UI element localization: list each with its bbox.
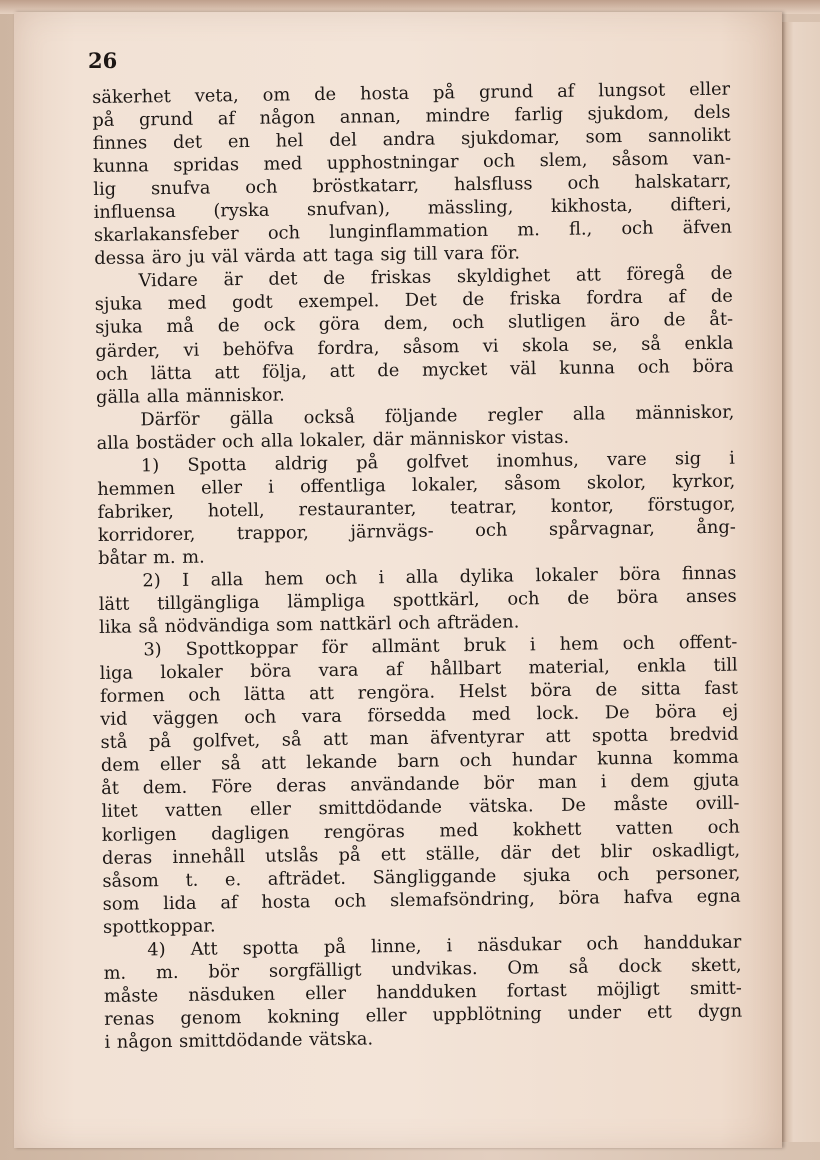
text-line: m. m. bör sorgfälligt undvikas. Om så dock skett, <box>103 954 742 984</box>
text-line: 1) Spotta aldrig på golfvet inomhus, vare sig i <box>140 447 736 477</box>
text-line: lig snufva och bröstkatarr, halsfluss och halskatarr, <box>93 170 732 201</box>
text-line: lätt tillgängliga lämpliga spottkärl, och de böra anses <box>98 585 737 615</box>
text-line: åt dem. Före deras användande bör man i dem gjuta <box>101 769 740 800</box>
text-line: båtar m. m. <box>98 546 205 569</box>
text-line: gälla alla människor. <box>95 384 285 408</box>
text-line: stå på golfvet, så att man äfventyrar att spotta bredvid <box>100 723 739 754</box>
text-line: skarlakansfeber och lunginflammation m. fl., och äfven <box>93 216 733 247</box>
text-line: sjuka med godt exempel. Det de friska fordra af de <box>94 286 733 316</box>
text-line: alla bostäder och alla lokaler, där människor vistas. <box>96 426 570 454</box>
text-line: Vidare är det de friskas skyldighet att föregå de <box>138 263 733 292</box>
text-line: lika så nödvändiga som nattkärl och afträden. <box>98 611 520 639</box>
text-line: finnes det en hel del andra sjukdomar, som sannolikt <box>92 124 731 155</box>
text-line: gärder, vi behöfva fordra, såsom vi skola se, så enkla <box>95 332 734 362</box>
text-line: korridorer, trappor, järnvägs- och spårvagnar, ång- <box>97 516 736 546</box>
text-line: i någon smittdödande vätska. <box>104 1028 374 1053</box>
text-line: måste näsduken eller handduken fortast möjligt smitt- <box>103 977 742 1007</box>
text-line: dem eller så att lekande barn och hundar kunna komma <box>100 746 739 777</box>
text-line: hemmen eller i offentliga lokaler, såsom skolor, kyrkor, <box>97 470 736 500</box>
text-line: fabriker, hotell, restauranter, teatrar, kontor, förstugor, <box>97 493 736 523</box>
text-line: på grund af någon annan, mindre farlig sjukdom, dels <box>92 101 731 132</box>
text-line: sjuka må de ock göra dem, och slutligen äro de åt- <box>95 309 734 339</box>
text-line: säkerhet veta, om de hosta på grund af lungsot eller <box>92 78 731 108</box>
text-line: 2) I alla hem och i alla dylika lokaler böra finnas <box>142 562 737 592</box>
page-number: 26 <box>88 48 118 73</box>
text-line: influensa (ryska snufvan), mässling, kikhosta, difteri, <box>93 193 732 224</box>
text-line: litet vatten eller smittdödande vätska. De måste ovill- <box>101 793 740 823</box>
text-line: och lätta att följa, att de mycket väl kunna och böra <box>95 355 734 385</box>
text-line: dessa äro ju väl värda att taga sig till vara för. <box>94 242 521 270</box>
text-line: som lida af hosta och slemafsöndring, böra hafva egna <box>102 885 741 915</box>
text-line: såsom t. e. afträdet. Sängliggande sjuka och personer, <box>102 862 741 892</box>
text-line: korligen dagligen rengöras med kokhett vatten och <box>101 816 740 846</box>
text-line: kunna spridas med upphostningar och slem, såsom van- <box>92 147 732 178</box>
text-line: 3) Spottkoppar för allmänt bruk i hem och offent- <box>143 631 738 661</box>
text-line: spottkoppar. <box>102 915 216 938</box>
body-text <box>92 78 743 1054</box>
next-page-edge <box>782 22 820 1142</box>
text-line: formen och lätta att rengöra. Helst böra de sitta fast <box>99 677 739 708</box>
text-line: deras innehåll utslås på ett ställe, där det blir oskadligt, <box>101 839 741 869</box>
text-line: 4) Att spotta på linne, i näsdukar och handdukar <box>147 931 742 961</box>
text-line: liga lokaler böra vara af hållbart material, enkla till <box>99 654 738 685</box>
text-line: renas genom kokning eller uppblötning under ett dygn <box>104 1000 743 1030</box>
text-line: Därför gälla också följande regler alla människor, <box>140 401 735 431</box>
text-line: vid väggen och vara försedda med lock. De böra ej <box>100 700 739 731</box>
